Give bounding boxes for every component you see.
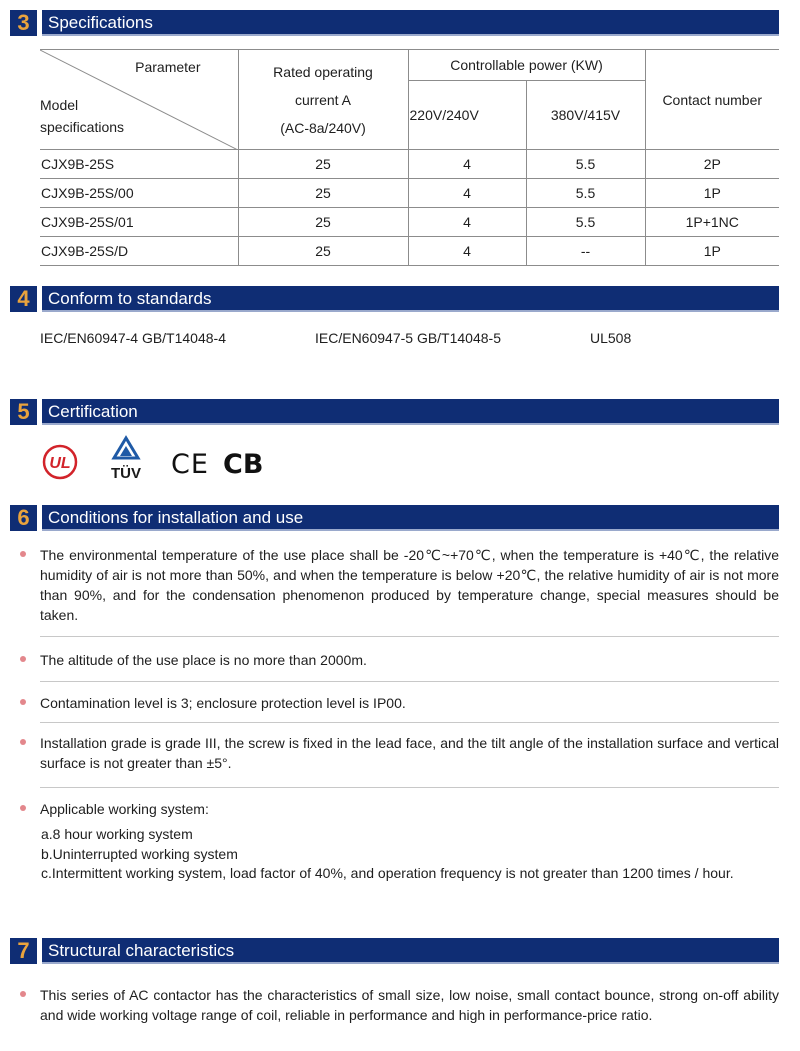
- condition-contamination: Contamination level is 3; enclosure protection level is IP00.: [40, 695, 406, 711]
- power-380-cell: --: [526, 237, 645, 266]
- contact-cell: 1P+1NC: [645, 208, 779, 237]
- rated-line-1: Rated operating: [273, 63, 373, 80]
- controllable-power-header: Controllable power (KW): [408, 50, 645, 81]
- divider: [40, 681, 779, 682]
- standard-iec-60947-4: IEC/EN60947-4 GB/T14048-4: [40, 330, 226, 346]
- power-220-cell: 4: [408, 179, 526, 208]
- model-cell: CJX9B-25S/D: [40, 237, 238, 266]
- list-item: [20, 650, 779, 670]
- svg-text:CB: CB: [223, 449, 264, 480]
- table-row: [40, 237, 779, 266]
- section-header-conditions: [10, 505, 779, 531]
- svg-text:UL: UL: [49, 455, 71, 472]
- model-cell: CJX9B-25S: [40, 150, 238, 179]
- bullet-dot-icon: [20, 656, 26, 662]
- section-title: Specifications: [42, 10, 779, 36]
- voltage-220-header: 220V/240V: [408, 81, 526, 150]
- contact-cell: 2P: [645, 150, 779, 179]
- rated-cell: 25: [238, 237, 408, 266]
- svg-text:TÜV: TÜV: [111, 465, 141, 482]
- rated-current-header: [238, 50, 408, 150]
- bullet-dot-icon: [20, 991, 26, 997]
- contact-cell: 1P: [645, 237, 779, 266]
- model-label-line: Model: [40, 97, 79, 113]
- contact-cell: 1P: [645, 179, 779, 208]
- power-380-cell: 5.5: [526, 208, 645, 237]
- list-item: [20, 799, 779, 819]
- section-title: Certification: [42, 399, 779, 425]
- table-row: [40, 179, 779, 208]
- cb-mark-icon: [223, 449, 263, 480]
- certification-logos: [38, 434, 438, 484]
- specifications-table: [40, 49, 779, 266]
- divider: [40, 787, 779, 788]
- divider: [40, 722, 779, 723]
- section-title: Conditions for installation and use: [42, 505, 779, 531]
- model-specifications-label: [40, 94, 124, 138]
- model-cell: CJX9B-25S/01: [40, 208, 238, 237]
- bullet-dot-icon: [20, 739, 26, 745]
- model-cell: CJX9B-25S/00: [40, 179, 238, 208]
- voltage-380-header: 380V/415V: [526, 81, 645, 150]
- rated-line-3: (AC-8a/240V): [280, 119, 366, 136]
- tuv-logo-icon: [111, 438, 141, 482]
- condition-temperature: The environmental temperature of the use place shall be -20℃~+70℃, when the temperature is +40℃, the relative humidity of air is not more than 50%, and when the temperature is below +20℃, the relative humidity of air is not more than 90%, and for the condensation phenomenon produced by temperature change, special measures should be taken.: [40, 547, 779, 623]
- working-system-a: a.8 hour working system: [41, 826, 193, 842]
- section-title: Conform to standards: [42, 286, 779, 312]
- standard-iec-60947-5: IEC/EN60947-5 GB/T14048-5: [315, 330, 501, 346]
- structural-description: This series of AC contactor has the characteristics of small size, low noise, small contact bounce, strong on-off ability and wide working voltage range of coil, reliable in performance and high in performance-price ratio.: [40, 987, 779, 1023]
- list-item: [20, 545, 779, 625]
- rated-cell: 25: [238, 208, 408, 237]
- parameter-label: Parameter: [135, 59, 201, 75]
- section-title: Structural characteristics: [42, 938, 779, 964]
- section-header-specifications: [10, 10, 779, 36]
- section-header-certification: [10, 399, 779, 425]
- condition-working-system: Applicable working system:: [40, 801, 209, 817]
- diagonal-header-cell: [40, 50, 238, 150]
- list-item: [20, 733, 779, 773]
- power-380-cell: 5.5: [526, 150, 645, 179]
- condition-altitude: The altitude of the use place is no more than 2000m.: [40, 652, 367, 668]
- section-number: 7: [10, 938, 37, 964]
- divider: [40, 636, 779, 637]
- table-row: [40, 150, 779, 179]
- section-header-standards: [10, 286, 779, 312]
- power-220-cell: 4: [408, 237, 526, 266]
- section-number: 5: [10, 399, 37, 425]
- section-number: 4: [10, 286, 37, 312]
- svg-text:CE: CE: [171, 449, 209, 480]
- section-number: 6: [10, 505, 37, 531]
- working-system-c: c.Intermittent working system, load factor of 40%, and operation frequency is not greater than 1200 times / hour.: [41, 865, 734, 881]
- power-220-cell: 4: [408, 150, 526, 179]
- section-number: 3: [10, 10, 37, 36]
- specifications-label-line: specifications: [40, 119, 125, 135]
- bullet-dot-icon: [20, 805, 26, 811]
- ul-logo-icon: [44, 446, 76, 478]
- standard-ul508: UL508: [590, 330, 632, 346]
- table-row: [40, 208, 779, 237]
- working-system-b: b.Uninterrupted working system: [41, 846, 238, 862]
- list-item: [20, 693, 779, 713]
- section-header-structural: [10, 938, 779, 964]
- power-220-cell: 4: [408, 208, 526, 237]
- power-380-cell: 5.5: [526, 179, 645, 208]
- bullet-dot-icon: [20, 551, 26, 557]
- rated-cell: 25: [238, 150, 408, 179]
- list-item: [20, 985, 779, 1025]
- rated-cell: 25: [238, 179, 408, 208]
- condition-installation: Installation grade is grade III, the screw is fixed in the lead face, and the tilt angle of the installation surface and vertical surface is not greater than ±5°.: [40, 735, 779, 771]
- ce-mark-icon: [171, 449, 209, 480]
- rated-line-2: current A: [294, 91, 352, 108]
- contact-number-header: Contact number: [645, 50, 779, 150]
- bullet-dot-icon: [20, 699, 26, 705]
